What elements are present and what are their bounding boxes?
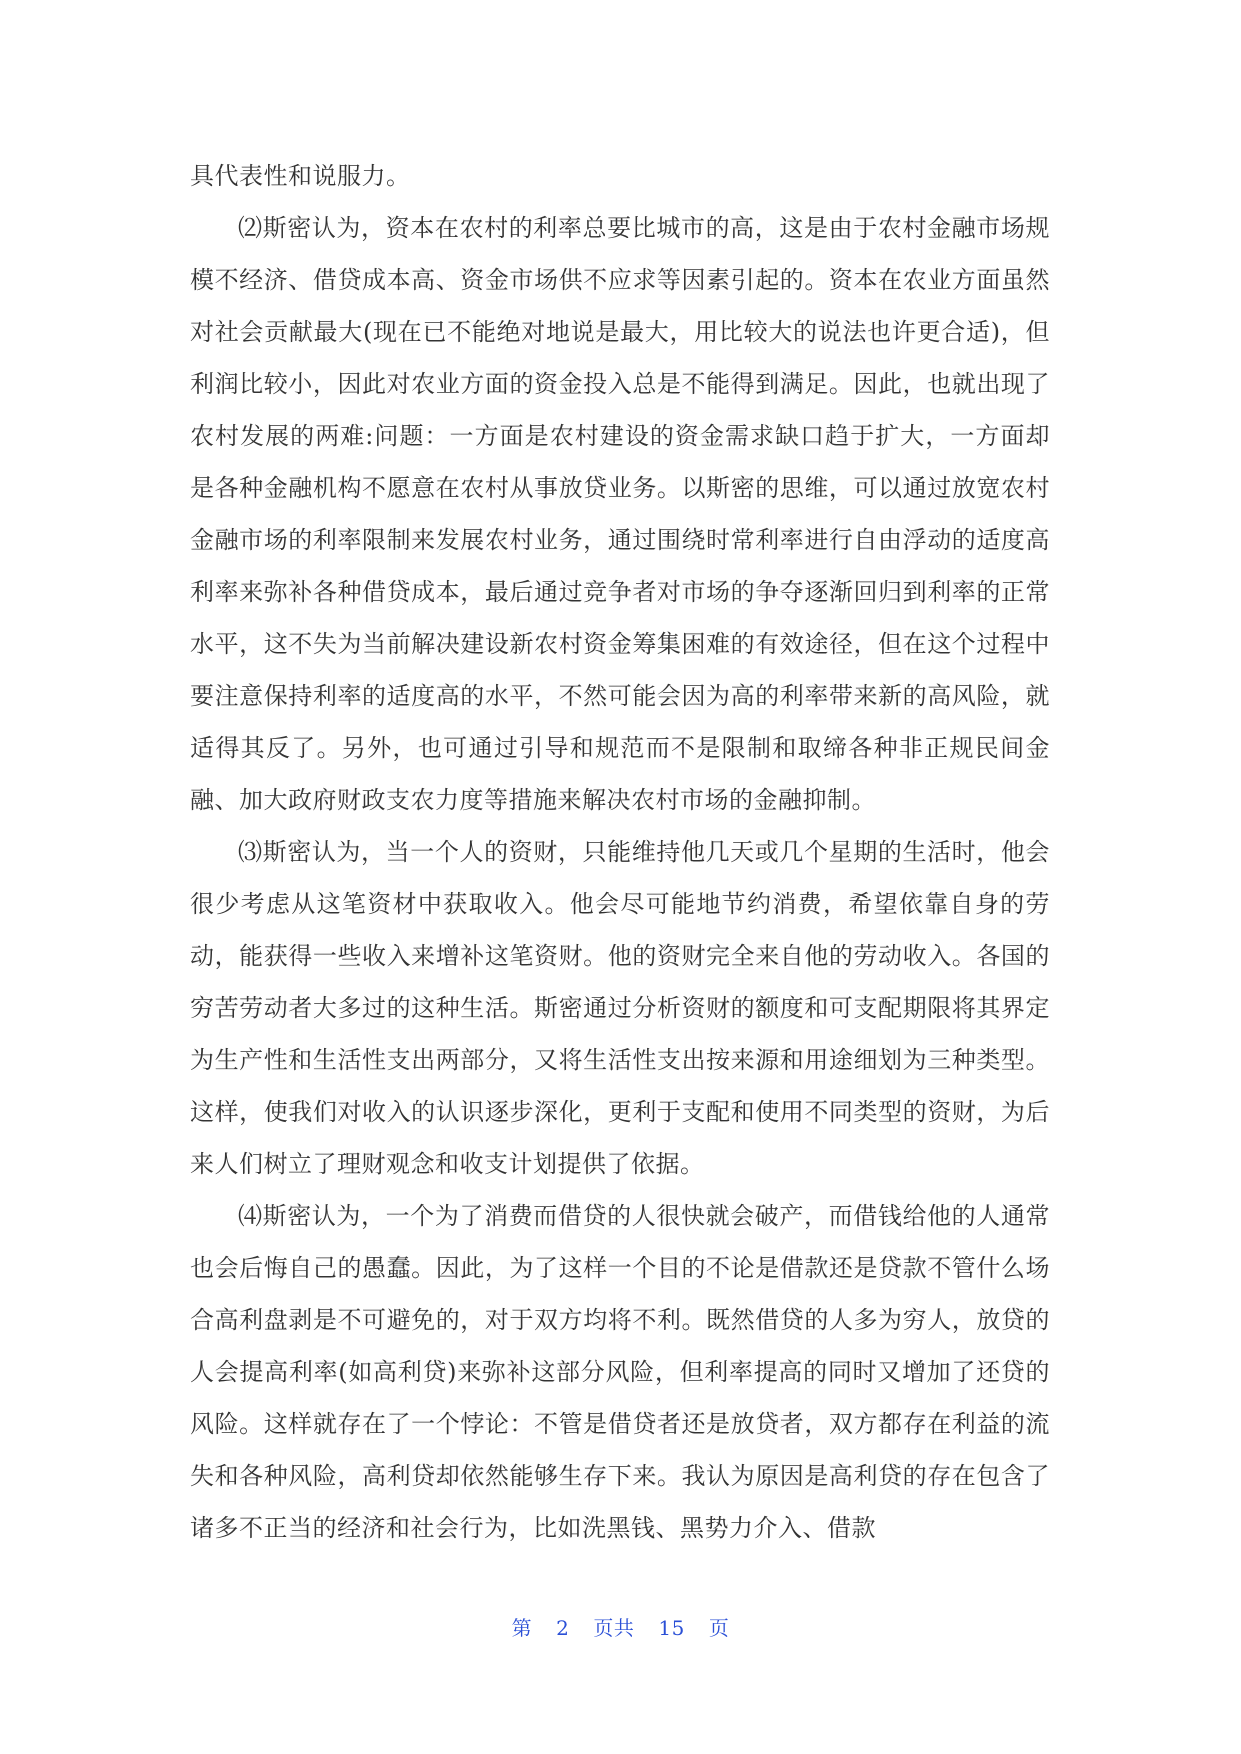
footer-total-pages: 15 bbox=[658, 1616, 685, 1640]
document-body bbox=[190, 150, 1050, 1554]
paragraph-continuation: 具代表性和说服力。 bbox=[190, 162, 411, 190]
page-footer bbox=[0, 1612, 1241, 1641]
paragraph-point-4: ⑷斯密认为，一个为了消费而借贷的人很快就会破产，而借钱给他的人通常也会后悔自己的愚蠢。因此，为了这样一个目的不论是借款还是贷款不管什么场合高利盘剥是不可避免的，对于双方均将不利。既然借贷的人多为穷人，放贷的人会提高利率(如高利贷)来弥补这部分风险，但利率提高的同时又增加了还贷的风险。这样就存在了一个悖论：不管是借贷者还是放贷者，双方都存在利益的流失和各种风险，高利贷却依然能够生存下来。我认为原因是高利贷的存在包含了诸多不正当的经济和社会行为，比如洗黑钱、黑势力介入、借款 bbox=[190, 1202, 1050, 1542]
footer-current-page: 2 bbox=[556, 1616, 570, 1640]
footer-of-label: 页共 bbox=[593, 1616, 635, 1640]
footer-end-label: 页 bbox=[708, 1616, 730, 1640]
paragraph-point-2: ⑵斯密认为，资本在农村的利率总要比城市的高，这是由于农村金融市场规模不经济、借贷成本高、资金市场供不应求等因素引起的。资本在农业方面虽然对社会贡献最大(现在已不能绝对地说是最大，用比较大的说法也许更合适)，但利润比较小，因此对农业方面的资金投入总是不能得到满足。因此，也就出现了农村发展的两难:问题：一方面是农村建设的资金需求缺口趋于扩大，一方面却是各种金融机构不愿意在农村从事放贷业务。以斯密的思维，可以通过放宽农村金融市场的利率限制来发展农村业务，通过围绕时常利率进行自由浮动的适度高利率来弥补各种借贷成本，最后通过竞争者对市场的争夺逐渐回归到利率的正常水平，这不失为当前解决建设新农村资金筹集困难的有效途径，但在这个过程中要注意保持利率的适度高的水平，不然可能会因为高的利率带来新的高风险，就适得其反了。另外，也可通过引导和规范而不是限制和取缔各种非正规民间金融、加大政府财政支农力度等措施来解决农村市场的金融抑制。 bbox=[190, 214, 1050, 814]
paragraph-point-3: ⑶斯密认为，当一个人的资财，只能维持他几天或几个星期的生活时，他会很少考虑从这笔资材中获取收入。他会尽可能地节约消费，希望依靠自身的劳动，能获得一些收入来增补这笔资财。他的资财完全来自他的劳动收入。各国的穷苦劳动者大多过的这种生活。斯密通过分析资财的额度和可支配期限将其界定为生产性和生活性支出两部分，又将生活性支出按来源和用途细划为三种类型。这样，使我们对收入的认识逐步深化，更利于支配和使用不同类型的资财，为后来人们树立了理财观念和收支计划提供了依据。 bbox=[190, 838, 1050, 1178]
footer-page-label: 第 bbox=[511, 1616, 533, 1640]
